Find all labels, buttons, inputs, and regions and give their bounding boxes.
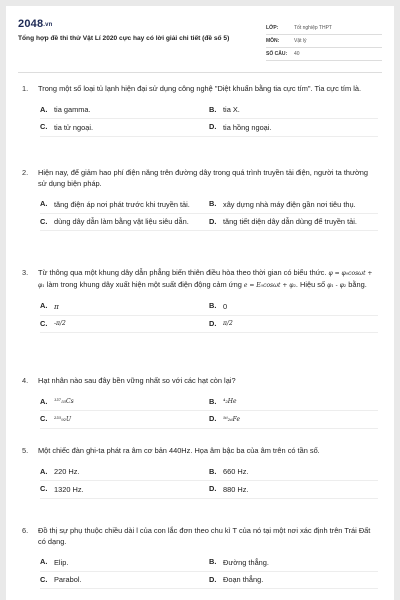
option-text: ⁴₂He: [223, 398, 237, 405]
question-text-part: làm trong khung dây xuất hiện một suất điện động cảm ứng: [46, 279, 242, 289]
option-b[interactable]: [209, 301, 378, 312]
option-a[interactable]: [40, 467, 209, 478]
option-letter: D.: [209, 484, 217, 493]
option-c[interactable]: [40, 575, 209, 586]
option-row: [40, 316, 378, 334]
option-text: -π/2: [54, 320, 66, 327]
question-text-part: Từ thông qua một khung dây dẫn phẳng biến thiên điều hòa theo thời gian có biểu thức.: [38, 268, 327, 277]
option-text: 220 Hz.: [54, 467, 80, 476]
option-letter: C.: [40, 318, 48, 328]
option-letter: B.: [209, 557, 217, 566]
option-letter: A.: [40, 199, 48, 208]
option-text: 0: [223, 301, 228, 311]
option-text: ⁵⁶₂₆Fe: [223, 415, 241, 423]
meta-value: Tốt nghiệp THPT: [294, 25, 332, 31]
question-number: 6.: [22, 526, 29, 535]
option-letter: B.: [209, 104, 217, 114]
question-3: [22, 268, 378, 333]
option-row: [40, 394, 378, 412]
option-b[interactable]: [209, 199, 378, 210]
option-d[interactable]: [209, 319, 378, 330]
option-row: [40, 481, 378, 499]
option-letter: A.: [40, 301, 48, 310]
header-divider: [18, 72, 382, 73]
meta-value: Vật lý: [294, 38, 307, 44]
option-letter: A.: [40, 104, 48, 114]
option-text: ²³⁵₉₂U: [54, 415, 72, 423]
question-text: Một chiếc đàn ghi-ta phát ra âm cơ bản 440Hz. Họa âm bậc ba của âm trên có tần số.: [38, 446, 320, 455]
option-letter: B.: [209, 396, 217, 406]
meta-value: 40: [294, 51, 300, 57]
question-number: 4.: [22, 376, 29, 385]
option-text: π: [54, 301, 59, 311]
meta-row-subject: [266, 35, 382, 48]
question-text: Hạt nhân nào sau đây bền vững nhất so với các hạt còn lại?: [38, 376, 236, 385]
option-text: ¹³⁷₅₅Cs: [54, 398, 74, 405]
option-c[interactable]: [40, 414, 209, 425]
option-text: dùng dây dẫn làm bằng vật liệu siêu dẫn.: [54, 217, 189, 226]
option-a[interactable]: [40, 199, 209, 210]
option-text: Đường thẳng.: [223, 557, 269, 567]
option-row: [40, 102, 378, 120]
option-letter: B.: [209, 301, 217, 310]
question-text: Hiện nay, để giảm hao phí điện năng trên đường dây trong quá trình truyền tải điện, người ta thường sử dụng biện pháp.: [38, 168, 369, 188]
option-text: Parabol.: [54, 575, 82, 584]
document-header: [18, 18, 382, 68]
option-row: [40, 298, 378, 316]
option-c[interactable]: [40, 122, 209, 133]
option-b[interactable]: [209, 105, 378, 116]
document-title: Tổng hợp đề thi thử Vật Lí 2020 cực hay có lời giải chi tiết (đề số 5): [18, 35, 230, 42]
option-text: tăng điện áp nơi phát trước khi truyền tải.: [54, 199, 190, 209]
option-text: tia hồng ngoại.: [223, 122, 272, 132]
option-b[interactable]: [209, 397, 378, 408]
question-2: [22, 168, 378, 231]
question-text-part: bằng.: [348, 279, 367, 289]
option-letter: D.: [209, 318, 217, 328]
option-a[interactable]: [40, 397, 209, 408]
option-text: 880 Hz.: [223, 484, 249, 494]
options: [40, 464, 378, 499]
option-text: tia X.: [223, 105, 240, 114]
option-c[interactable]: [40, 217, 209, 228]
option-text: 1320 Hz.: [54, 484, 84, 494]
option-text: Elip.: [54, 557, 69, 567]
option-text: 660 Hz.: [223, 467, 249, 476]
formula-emf: e = E₀cosωt + φ₂: [243, 281, 296, 289]
option-row: [40, 196, 378, 214]
formula-phase-difference: φ₁ - φ₂: [327, 281, 347, 289]
option-row: [40, 572, 378, 590]
question-number: 5.: [22, 446, 29, 455]
option-d[interactable]: [209, 217, 378, 228]
option-d[interactable]: [209, 414, 378, 425]
option-c[interactable]: [40, 484, 209, 495]
option-letter: C.: [40, 216, 48, 226]
option-letter: D.: [209, 122, 217, 131]
option-letter: C.: [40, 414, 48, 423]
option-letter: A.: [40, 466, 48, 476]
option-d[interactable]: [209, 575, 378, 586]
option-letter: D.: [209, 414, 217, 423]
question-4: [22, 376, 378, 429]
question-text-part: . Hiệu số: [295, 279, 326, 289]
option-letter: C.: [40, 574, 48, 584]
option-d[interactable]: [209, 122, 378, 133]
option-row: [40, 214, 378, 232]
meta-label: SỐ CÂU:: [266, 51, 288, 57]
meta-row-count: [266, 48, 382, 61]
option-text: tia gamma.: [54, 105, 91, 114]
options: [40, 102, 378, 137]
option-row: [40, 464, 378, 482]
option-text: tia tử ngoại.: [54, 122, 94, 132]
option-a[interactable]: [40, 301, 209, 312]
options: [40, 394, 378, 429]
option-letter: A.: [40, 557, 48, 566]
option-letter: C.: [40, 122, 48, 131]
options: [40, 196, 378, 231]
option-letter: D.: [209, 216, 217, 226]
option-letter: A.: [40, 396, 48, 406]
option-d[interactable]: [209, 484, 378, 495]
option-row: [40, 411, 378, 429]
option-text: xây dựng nhà máy điện gần nơi tiêu thụ.: [223, 199, 356, 209]
question-text: Đồ thị sự phụ thuộc chiều dài l của con lắc đơn theo chu kì T của nó tại một nơi xác định trên Trái Đất có dạng.: [38, 526, 371, 546]
question-number: 2.: [22, 168, 29, 177]
question-5: [22, 446, 378, 499]
logo-suffix: .vn: [43, 22, 53, 28]
question-number: 1.: [22, 84, 29, 93]
meta-label: LỚP:: [266, 25, 279, 31]
option-text: Đoạn thẳng.: [223, 575, 264, 584]
logo-text: 2048: [18, 18, 44, 30]
option-letter: C.: [40, 484, 48, 493]
question-text: Trong một số loại tủ lạnh hiện đại sử dụng công nghệ "Diệt khuẩn bằng tia cực tím". Tia cực tím là.: [38, 84, 362, 93]
option-b[interactable]: [209, 557, 378, 568]
question-number: 3.: [22, 268, 29, 277]
meta-row-class: [266, 22, 382, 35]
option-row: [40, 554, 378, 572]
option-c[interactable]: [40, 319, 209, 330]
options: [40, 554, 378, 589]
question-text: [38, 268, 378, 291]
option-letter: B.: [209, 199, 217, 208]
question-6: [22, 526, 378, 589]
option-letter: B.: [209, 466, 217, 476]
option-text: π/2: [223, 320, 233, 327]
option-a[interactable]: [40, 557, 209, 568]
formula-flux: φ = φ₀cosωt + φ₁: [38, 270, 373, 289]
option-letter: D.: [209, 574, 217, 584]
meta-info: [266, 22, 382, 61]
option-text: tăng tiết diện dây dẫn dùng để truyền tải.: [223, 217, 357, 226]
option-a[interactable]: [40, 105, 209, 116]
document-page: [6, 6, 394, 600]
question-1: [22, 84, 378, 137]
options: [40, 298, 378, 333]
option-row: [40, 119, 378, 137]
meta-label: MÔN:: [266, 38, 280, 44]
option-b[interactable]: [209, 467, 378, 478]
